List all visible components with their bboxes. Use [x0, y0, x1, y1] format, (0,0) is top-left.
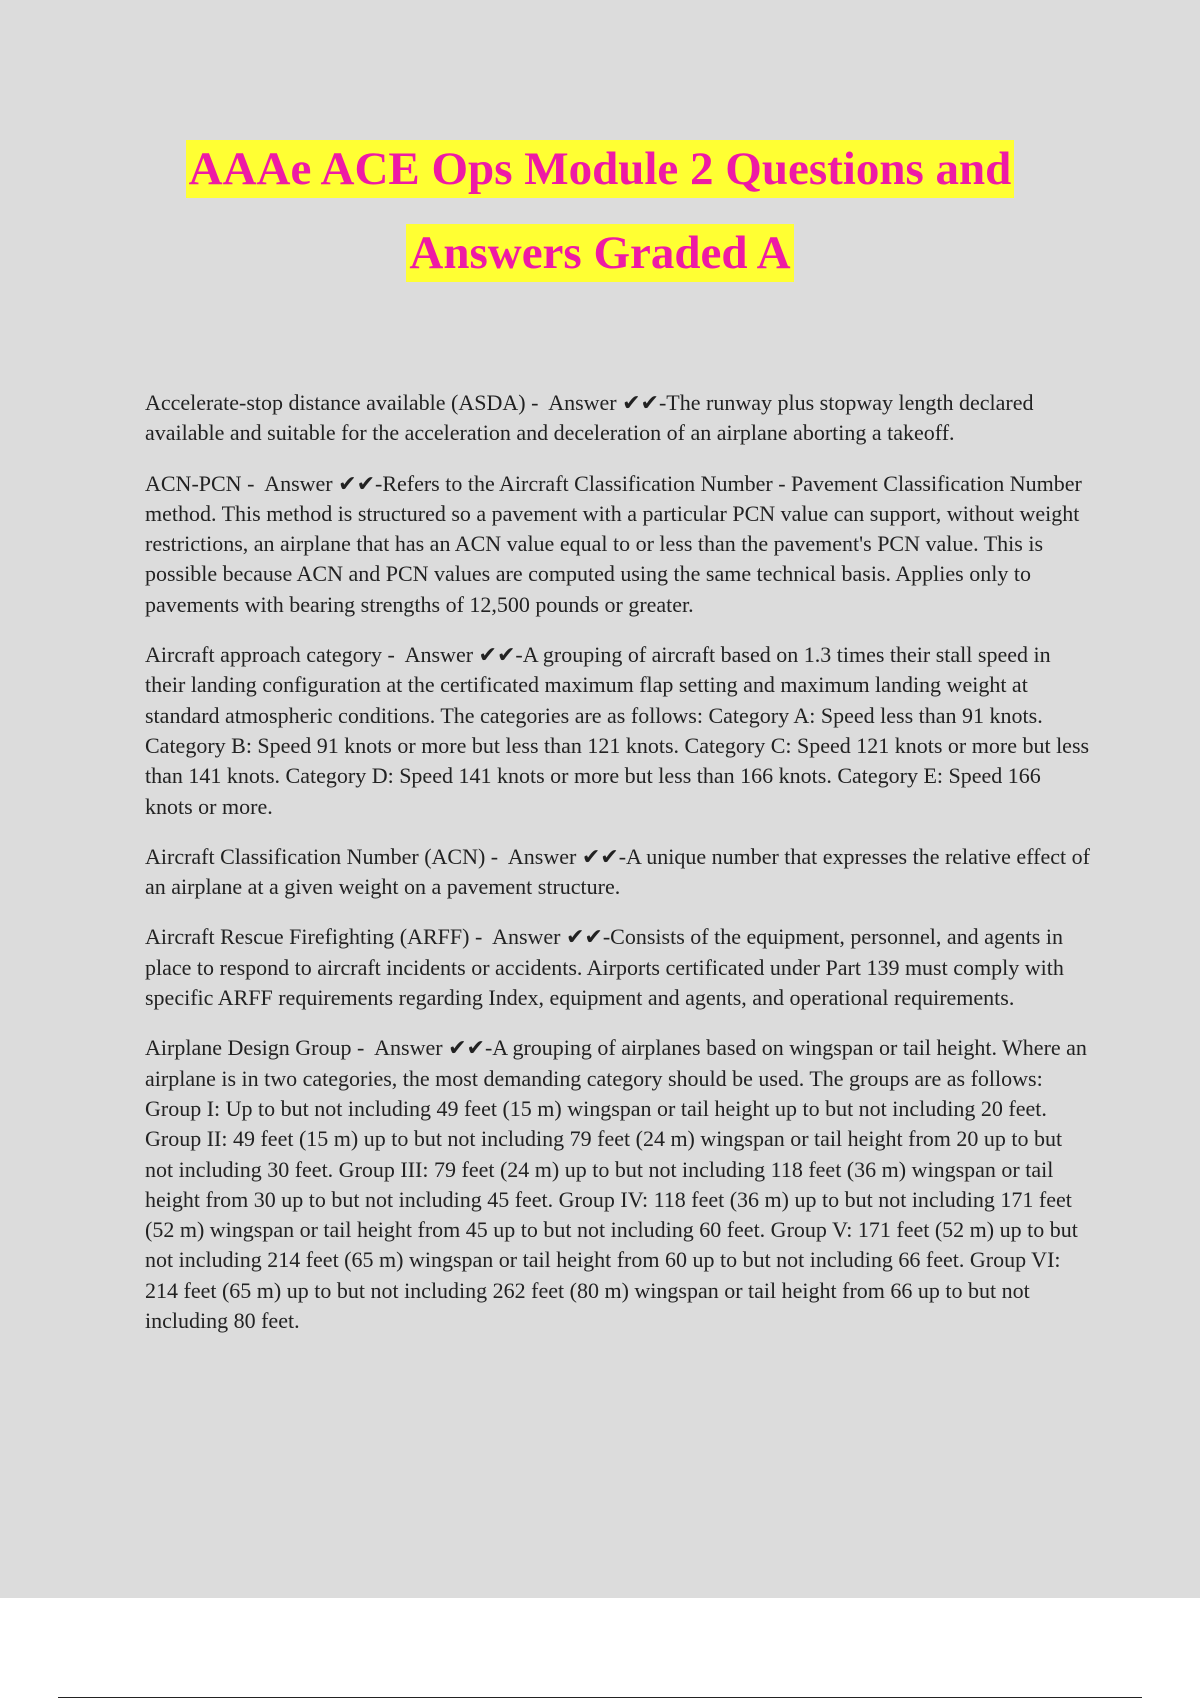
qa-answer: -A unique number that expresses the relative effect of an airplane at a given weight on a pavement structure. — [145, 843, 1090, 900]
qa-term: Accelerate-stop distance available (ASDA) — [145, 390, 526, 415]
answer-marker: Answer ✔✔ — [507, 843, 619, 869]
qa-entry: Accelerate-stop distance available (ASDA) - Answer ✔✔-The runway plus stopway length declared available and suitable for the acceleration and deceleration of an airplane aborting a takeoff. — [145, 390, 1034, 446]
qa-answer: -Consists of the equipment, personnel, and agents in place to respond to aircraft incidents or accidents. Airports certificated under Part 139 must comply with specific ARFF requirements regarding Index, equipment and agents, and operational requirements. — [145, 924, 1064, 1011]
qa-term: Aircraft Classification Number (ACN) — [145, 843, 486, 869]
document-title — [0, 140, 1200, 308]
answer-marker: Answer ✔✔ — [374, 1035, 485, 1061]
qa-entry: Airplane Design Group - Answer ✔✔-A grouping of airplanes based on wingspan or tail height. Where an airplane is in two categories, the most demanding category should be used. The groups are as follows: Group I: Up to but not including 49 feet (15 m) wingspan or tail height up to but not including 20 feet. Group II: 49 feet (15 m) up to but not including 79 feet (24 m) wingspan or tail height from 20 up to but not including 30 feet. Group III: 79 feet (24 m) up to but not including 118 feet (36 m) wingspan or tail height from 30 up to but not including 45 feet. Group IV: 118 feet (36 m) up to but not including 171 feet (52 m) wingspan or tail height from 45 up to but not including 60 feet. Group V: 171 feet (52 m) up to but not including 214 feet (65 m) wingspan or tail height from 60 up to but not including 66 feet. Group VI: 214 feet (65 m) up to but not including 262 feet (80 m) wingspan or tail height from 66 up to but not including 80 feet. — [145, 1035, 1087, 1334]
qa-term: Aircraft approach category — [145, 642, 382, 668]
answer-marker: Answer ✔✔ — [264, 470, 375, 496]
title-line-2: Answers Graded A — [406, 224, 793, 282]
qa-answer: -A grouping of airplanes based on wingspan or tail height. Where an airplane is in two categories, the most demanding category should be used. The groups are as follows: Group I: Up to but not including 49 feet (15 m) wingspan or tail height up to but not including 20 feet. Group II: 49 feet (15 m) up to but not including 79 feet (24 m) wingspan or tail height from 20 up to but not including 30 feet. Group III: 79 feet (24 m) up to but not including 118 feet (36 m) wingspan or tail height from 30 up to but not including 45 feet. Group IV: 118 feet (36 m) up to but not including 171 feet (52 m) wingspan or tail height from 45 up to but not including 60 feet. Group V: 171 feet (52 m) up to but not including 214 feet (65 m) wingspan or tail height from 60 up to but not including 66 feet. Group VI: 214 feet (65 m) up to but not including 262 feet (80 m) wingspan or tail height from 66 up to but not including 80 feet. — [145, 1035, 1087, 1334]
qa-term: Airplane Design Group — [145, 1035, 352, 1061]
answer-marker: Answer ✔✔ — [548, 390, 659, 415]
qa-entry: Aircraft approach category - Answer ✔✔-A grouping of aircraft based on 1.3 times their stall speed in their landing configuration at the certificated maximum flap setting and maximum landing weight at standard atmospheric conditions. The categories are as follows: Category A: Speed less than 91 knots. Category B: Speed 91 knots or more but less than 121 knots. Category C: Speed 121 knots or more but less than 141 knots. Category D: Speed 141 knots or more but less than 166 knots. Category E: Speed 166 knots or more. — [145, 642, 1090, 819]
qa-answer: -A grouping of aircraft based on 1.3 times their stall speed in their landing configuration at the certificated maximum flap setting and maximum landing weight at standard atmospheric conditions. The categories are as follows: Category A: Speed less than 91 knots. Category B: Speed 91 knots or more but less than 121 knots. Category C: Speed 121 knots or more but less than 141 knots. Category D: Speed 141 knots or more but less than 166 knots. Category E: Speed 166 knots or more. — [145, 642, 1090, 819]
qa-term: Aircraft Rescue Firefighting (ARFF) — [145, 924, 470, 950]
qa-entry: Aircraft Classification Number (ACN) - Answer ✔✔-A unique number that expresses the relative effect of an airplane at a given weight on a pavement structure. — [145, 843, 1090, 900]
title-line-1: AAAe ACE Ops Module 2 Questions and — [186, 140, 1015, 198]
answer-marker: Answer ✔✔ — [492, 924, 603, 950]
qa-answer: -Refers to the Aircraft Classification Number - Pavement Classification Number method. This method is structured so a pavement with a particular PCN value can support, without weight restrictions, an airplane that has an ACN value equal to or less than the pavement's PCN value. This is possible because ACN and PCN values are computed using the same technical basis. Applies only to pavements with bearing strengths of 12,500 pounds or greater. — [145, 470, 1082, 617]
qa-answer: -The runway plus stopway length declared available and suitable for the acceleration and deceleration of an airplane aborting a takeoff. — [145, 390, 1034, 446]
qa-entry: Aircraft Rescue Firefighting (ARFF) - Answer ✔✔-Consists of the equipment, personnel, and agents in place to respond to aircraft incidents or accidents. Airports certificated under Part 139 must comply with specific ARFF requirements regarding Index, equipment and agents, and operational requirements. — [145, 924, 1064, 1011]
qa-entry: ACN-PCN - Answer ✔✔-Refers to the Aircraft Classification Number - Pavement Classification Number method. This method is structured so a pavement with a particular PCN value can support, without weight restrictions, an airplane that has an ACN value equal to or less than the pavement's PCN value. This is possible because ACN and PCN values are computed using the same technical basis. Applies only to pavements with bearing strengths of 12,500 pounds or greater. — [145, 470, 1082, 617]
answer-marker: Answer ✔✔ — [404, 642, 516, 668]
footer-divider — [58, 1697, 1142, 1698]
qa-term: ACN-PCN — [145, 470, 242, 496]
qa-list — [145, 388, 1090, 1356]
